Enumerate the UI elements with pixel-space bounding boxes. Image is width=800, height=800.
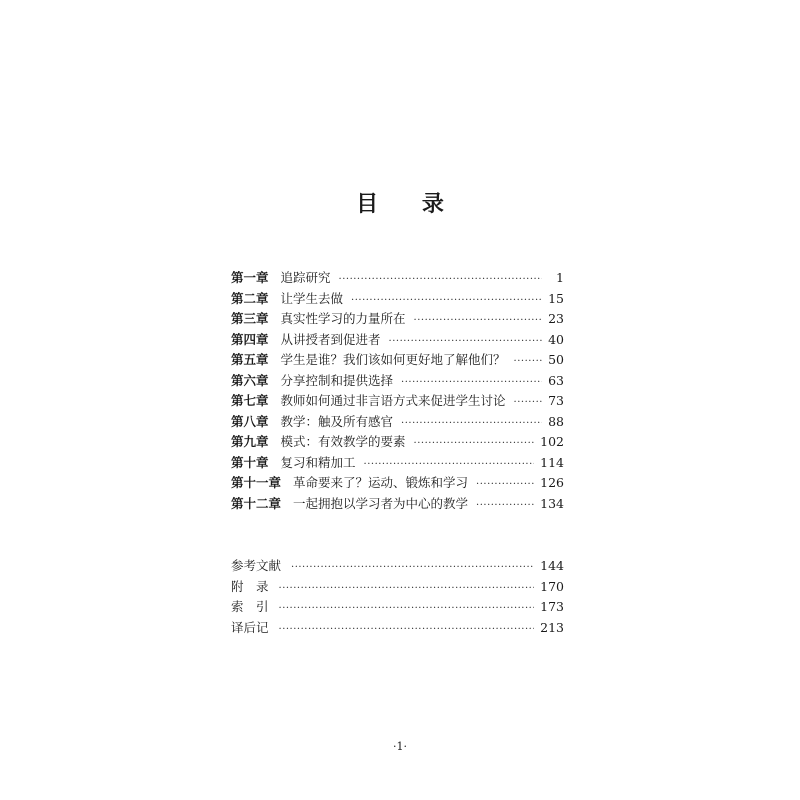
chapter-number: 第七章 xyxy=(231,393,269,408)
page-number: 213 xyxy=(540,619,564,635)
page-number: 50 xyxy=(548,352,564,367)
leader-dots xyxy=(401,414,542,435)
toc-entry xyxy=(231,432,564,453)
leader-dots xyxy=(279,620,535,641)
page-number: 1 xyxy=(556,270,564,285)
leader-dots xyxy=(339,270,542,291)
page-number: 88 xyxy=(548,413,564,429)
backmatter-title: 附 录 xyxy=(231,578,269,594)
page-number: 23 xyxy=(548,311,564,326)
chapter-title: 模式：有效教学的要素 xyxy=(280,434,406,449)
chapter-number: 第一章 xyxy=(231,270,269,285)
chapter-number: 第九章 xyxy=(231,434,269,449)
chapter-title: 分享控制和提供选择 xyxy=(280,372,394,388)
chapter-title: 从讲授者到促进者 xyxy=(280,331,381,347)
backmatter-title: 译后记 xyxy=(231,619,269,635)
leader-dots xyxy=(389,332,542,353)
toc-entry xyxy=(231,597,564,618)
chapter-title: 教师如何通过非言语方式来促进学生讨论 xyxy=(280,393,506,408)
toc-entry xyxy=(231,391,564,412)
leader-dots xyxy=(279,579,535,600)
chapter-number: 第三章 xyxy=(231,311,269,326)
page-number: 170 xyxy=(540,578,564,594)
page-number: 73 xyxy=(548,393,564,408)
leader-dots xyxy=(514,352,542,373)
chapter-number: 第五章 xyxy=(231,352,269,367)
page-number: 134 xyxy=(540,495,564,511)
chapter-title: 教学：触及所有感官 xyxy=(280,413,394,429)
toc-entry xyxy=(231,289,564,310)
leader-dots xyxy=(351,291,542,312)
toc-entry xyxy=(231,371,564,392)
chapter-title: 一起拥抱以学习者为中心的教学 xyxy=(293,495,469,511)
leader-dots xyxy=(476,475,534,496)
chapter-title: 革命要来了？运动、锻炼和学习 xyxy=(293,475,469,490)
chapter-number: 第十一章 xyxy=(231,475,282,490)
chapter-list xyxy=(231,268,564,514)
page-number: 114 xyxy=(540,454,564,470)
chapter-title: 真实性学习的力量所在 xyxy=(280,311,406,326)
page-number: 102 xyxy=(540,434,564,449)
chapter-number: 第十章 xyxy=(231,454,269,470)
page-title: 目 录 xyxy=(356,191,462,217)
toc-entry xyxy=(231,494,564,515)
chapter-number: 第二章 xyxy=(231,290,269,306)
page-number: 126 xyxy=(540,475,564,490)
leader-dots xyxy=(401,373,542,394)
toc-entry xyxy=(231,618,564,639)
toc-entry xyxy=(231,268,564,289)
chapter-title: 让学生去做 xyxy=(280,290,344,306)
chapter-title: 复习和精加工 xyxy=(280,454,356,470)
page-folio: ·1· xyxy=(393,740,407,753)
leader-dots xyxy=(279,599,535,620)
backmatter-title: 参考文献 xyxy=(231,558,282,573)
backmatter-title: 索 引 xyxy=(231,599,269,614)
leader-dots xyxy=(414,434,535,455)
chapter-number: 第六章 xyxy=(231,372,269,388)
page-number: 144 xyxy=(540,558,564,573)
toc-entry xyxy=(231,473,564,494)
chapter-number: 第十二章 xyxy=(231,495,282,511)
chapter-number: 第四章 xyxy=(231,331,269,347)
chapter-title: 学生是谁？我们该如何更好地了解他们？ xyxy=(280,352,506,367)
backmatter-list xyxy=(231,556,564,638)
chapter-number: 第八章 xyxy=(231,413,269,429)
toc-entry xyxy=(231,309,564,330)
page-number: 15 xyxy=(548,290,564,306)
leader-dots xyxy=(476,496,534,517)
page-number: 63 xyxy=(548,372,564,388)
toc-entry xyxy=(231,350,564,371)
toc-entry xyxy=(231,577,564,598)
toc-entry xyxy=(231,453,564,474)
leader-dots xyxy=(414,311,542,332)
toc-entry xyxy=(231,412,564,433)
toc-entry xyxy=(231,556,564,577)
leader-dots xyxy=(514,393,542,414)
page-number: 173 xyxy=(540,599,564,614)
leader-dots xyxy=(364,455,535,476)
chapter-title: 追踪研究 xyxy=(280,270,331,285)
page-number: 40 xyxy=(548,331,564,347)
toc-entry xyxy=(231,330,564,351)
leader-dots xyxy=(291,558,534,579)
